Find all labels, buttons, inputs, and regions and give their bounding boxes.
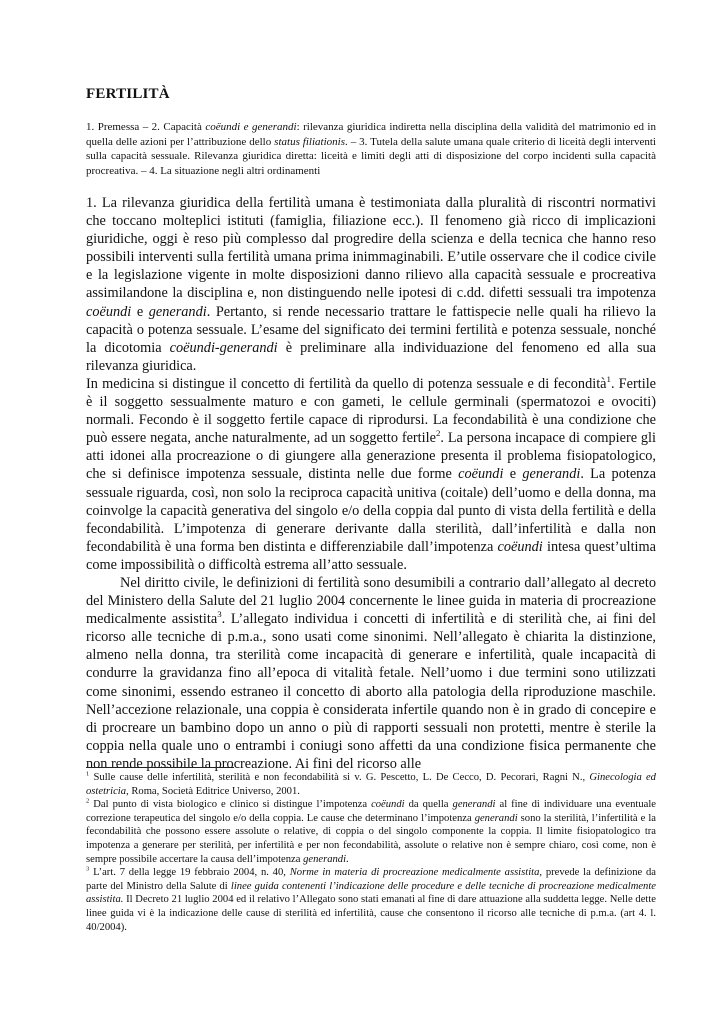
body-paragraph	[86, 375, 656, 574]
text-run: da quella	[404, 799, 453, 811]
italic-term: coëundi	[497, 538, 543, 555]
text-run: : rilevanza giuridica indiretta nella disciplina della validità del matrimonio ed in quella delle azioni per l’attribuzione dello	[86, 121, 656, 148]
text-run: Dal punto di vista biologico e clinico si distingue l’impotenza	[89, 799, 372, 811]
text-run: . La persona incapace di compiere gli atti idonei alla procreazione o di giungere alla generazione presenta il problema fisiopatologico, che si definisce impotenza sessuale, distinta nelle due forme	[86, 430, 656, 483]
footnote-marker: 2	[435, 428, 441, 439]
text-run: al fine di individuare una eventuale correzione terapeutica del singolo e/o della coppia. Le cause che determinano l’impotenza	[86, 799, 656, 824]
italic-term: generandi	[148, 303, 207, 320]
italic-term: generandi	[474, 812, 518, 824]
text-run: 1. La rilevanza giuridica della fertilità umana è testimoniata dalla pluralità di riscontri normativi che toccano molteplici istituti (famiglia, filiazione ecc.). Il fenomeno già ricco di implicazioni giuridiche, oggi è reso più complesso dal progredire della scienza e della tecnica che hanno reso possibili interventi sulla fertilità umana prima inimmaginabili. E’utile osservare che il codice civile e la legislazione vigente in molte disposizioni danno rilievo alla capacità sessuale e procreativa assimilandone la disciplina e, non distinguendo nelle ipotesi di c.dd. difetti sessuali tra impotenza	[86, 195, 656, 302]
page-title: FERTILITÀ	[86, 86, 170, 102]
footnote-marker: 1	[86, 770, 90, 778]
text-run: Nel diritto civile, le definizioni di fertilità sono desumibili a contrario dall’allegato al decreto del Ministero della Salute del 21 luglio 2004 concernente le linee guida in materia di procreazione medicalmente assistita	[86, 574, 656, 628]
italic-term: coëundi	[371, 799, 405, 811]
italic-term: Ginecologia ed ostetricia	[86, 772, 656, 797]
footnote-marker: 3	[217, 609, 222, 620]
text-run: .	[346, 853, 349, 865]
italic-term: status filiationis	[274, 135, 345, 148]
text-run: . – 3. Tutela della salute umana quale criterio di liceità degli interventi sulla capacità sessuale. Rilevanza giuridica diretta: liceità e limiti degli atti di disposizione del corpo incidenti sulla capacità procreativa. – 4. La situazione negli altri ordinamenti	[86, 135, 656, 177]
body-paragraph	[86, 194, 656, 375]
text-run: , Roma, Società Editrice Universo, 2001.	[126, 785, 300, 797]
summary-outline	[86, 120, 656, 178]
text-run: e	[131, 303, 149, 320]
text-run: Sulle cause delle infertilità, sterilità e non fecondabilità si v. G. Pescetto, L. De Cecco, D. Pecorari, Ragni N.,	[89, 772, 590, 783]
text-run: . Pertanto, si rende necessario trattare le fattispecie nelle quali ha rilievo la capacità o potenza sessuale. L’esame del significato dei termini fertilità e potenza sessuale, nonché la dicotomia	[86, 303, 656, 356]
italic-term: linee guida contenenti l’indicazione delle procedure e delle tecniche di procreazione medicalmente assistita.	[86, 880, 657, 906]
footnote-marker: 3	[86, 865, 90, 873]
italic-term: generandi	[522, 466, 581, 483]
italic-term: generandi	[452, 799, 496, 811]
text-run: sono la sterilità, l’infertilità e la fecondabilità che possono essere assolute o relative, di coppia o del singolo componente la coppia. Il limite fisiopatologico tra impotenza a generare per sterilità, per infertilità e per non fecondabilità, assolute o relative non è sempre chiaro, così come, non è sempre possibile accertare la causa dell’impotenza	[86, 812, 656, 865]
text-run: . La potenza sessuale riguarda, così, non solo la reciproca capacità unitiva (coitale) dell’uomo e della donna, ma coinvolge la capacità generativa del singolo e/o della coppia dal punto di vista della fertilità e della fecondabilità. L’impotenza di generare derivante dalla sterilità, dall’infertilità e dalla non fecondabilità è una forma ben distinta e differenziabile dall’impotenza	[86, 466, 656, 555]
body-paragraph	[86, 574, 656, 773]
text-run: Il Decreto 21 luglio 2004 ed il relativo l’Allegato sono stati emanati al fine di dare attuazione alla suddetta legge. Nelle dette linee guida vi è la indicazione delle cause di sterilità ed infertilità, cause che consentono il ricorso alle tecniche di p.m.a. (art 4. l. 40/2004).	[86, 894, 656, 933]
italic-term: coëundi	[86, 303, 132, 320]
italic-term: coëundi-generandi	[169, 339, 278, 356]
footnote-separator	[86, 767, 234, 768]
text-run: L’art. 7 della legge 19 febbraio 2004, n. 40,	[89, 867, 290, 879]
footnote-marker: 1	[606, 374, 611, 385]
text-run: . L’allegato individua i concetti di infertilità e di sterilità che, ai fini del ricorso alle tecniche di p.m.a., sono usati come sinonimi. Nell’allegato è chiarita la distinzione, almeno nella donna, tra sterilità come incapacità di generare e infertilità, quale incapacità di condurre la gravidanza fino all’epoca di vitalità fetale. Nell’uomo i due termini sono utilizzati come sinonimi, essendo estraneo il concetto di aborto alla patologia della riproduzione maschile. Nell’accezione relazionale, una coppia è considerata infertile quando non è in grado di concepire e di procreare un bambino dopo un anno o più di rapporti sessuali non protetti, mentre è sterile la coppia nella quale uno o entrambi i coniugi sono affetti da una condizione fisica permanente che non rende possibile la procreazione. Ai fini del ricorso alle	[86, 611, 656, 772]
footnote	[86, 866, 656, 934]
text-run: 1. Premessa – 2. Capacità	[86, 121, 206, 133]
italic-term: generandi	[303, 853, 347, 865]
footnotes	[86, 771, 656, 934]
footnote	[86, 771, 656, 798]
text-run: è preliminare alla individuazione del fenomeno ed alla sua rilevanza giuridica.	[86, 339, 657, 374]
italic-term: coëundi e generandi	[205, 121, 297, 133]
text-run: intesa quest’ultima come impossibilità o difficoltà estrema all’atto sessuale.	[86, 538, 656, 573]
text-run: . Fertile è il soggetto sessualmente maturo e con gameti, le cellule germinali (spermatozoi e ovociti) normali. Fecondo è il soggetto fertile capace di riprodursi. La fecondabilità è una condizione che può essere negata, anche naturalmente, ad un soggetto fertile	[86, 375, 657, 447]
italic-term: coëundi	[458, 466, 504, 483]
footnote-marker: 2	[86, 797, 90, 805]
text-run: In medicina si distingue il concetto di fertilità da quello di potenza sessuale e di fecondità	[86, 375, 607, 392]
italic-term: Norme in materia di procreazione medicalmente assistita,	[289, 867, 543, 879]
body-text	[86, 194, 656, 773]
text-run: prevede la definizione da parte del Ministro della Salute di	[86, 867, 656, 892]
text-run: e	[503, 466, 523, 483]
footnote	[86, 798, 656, 866]
